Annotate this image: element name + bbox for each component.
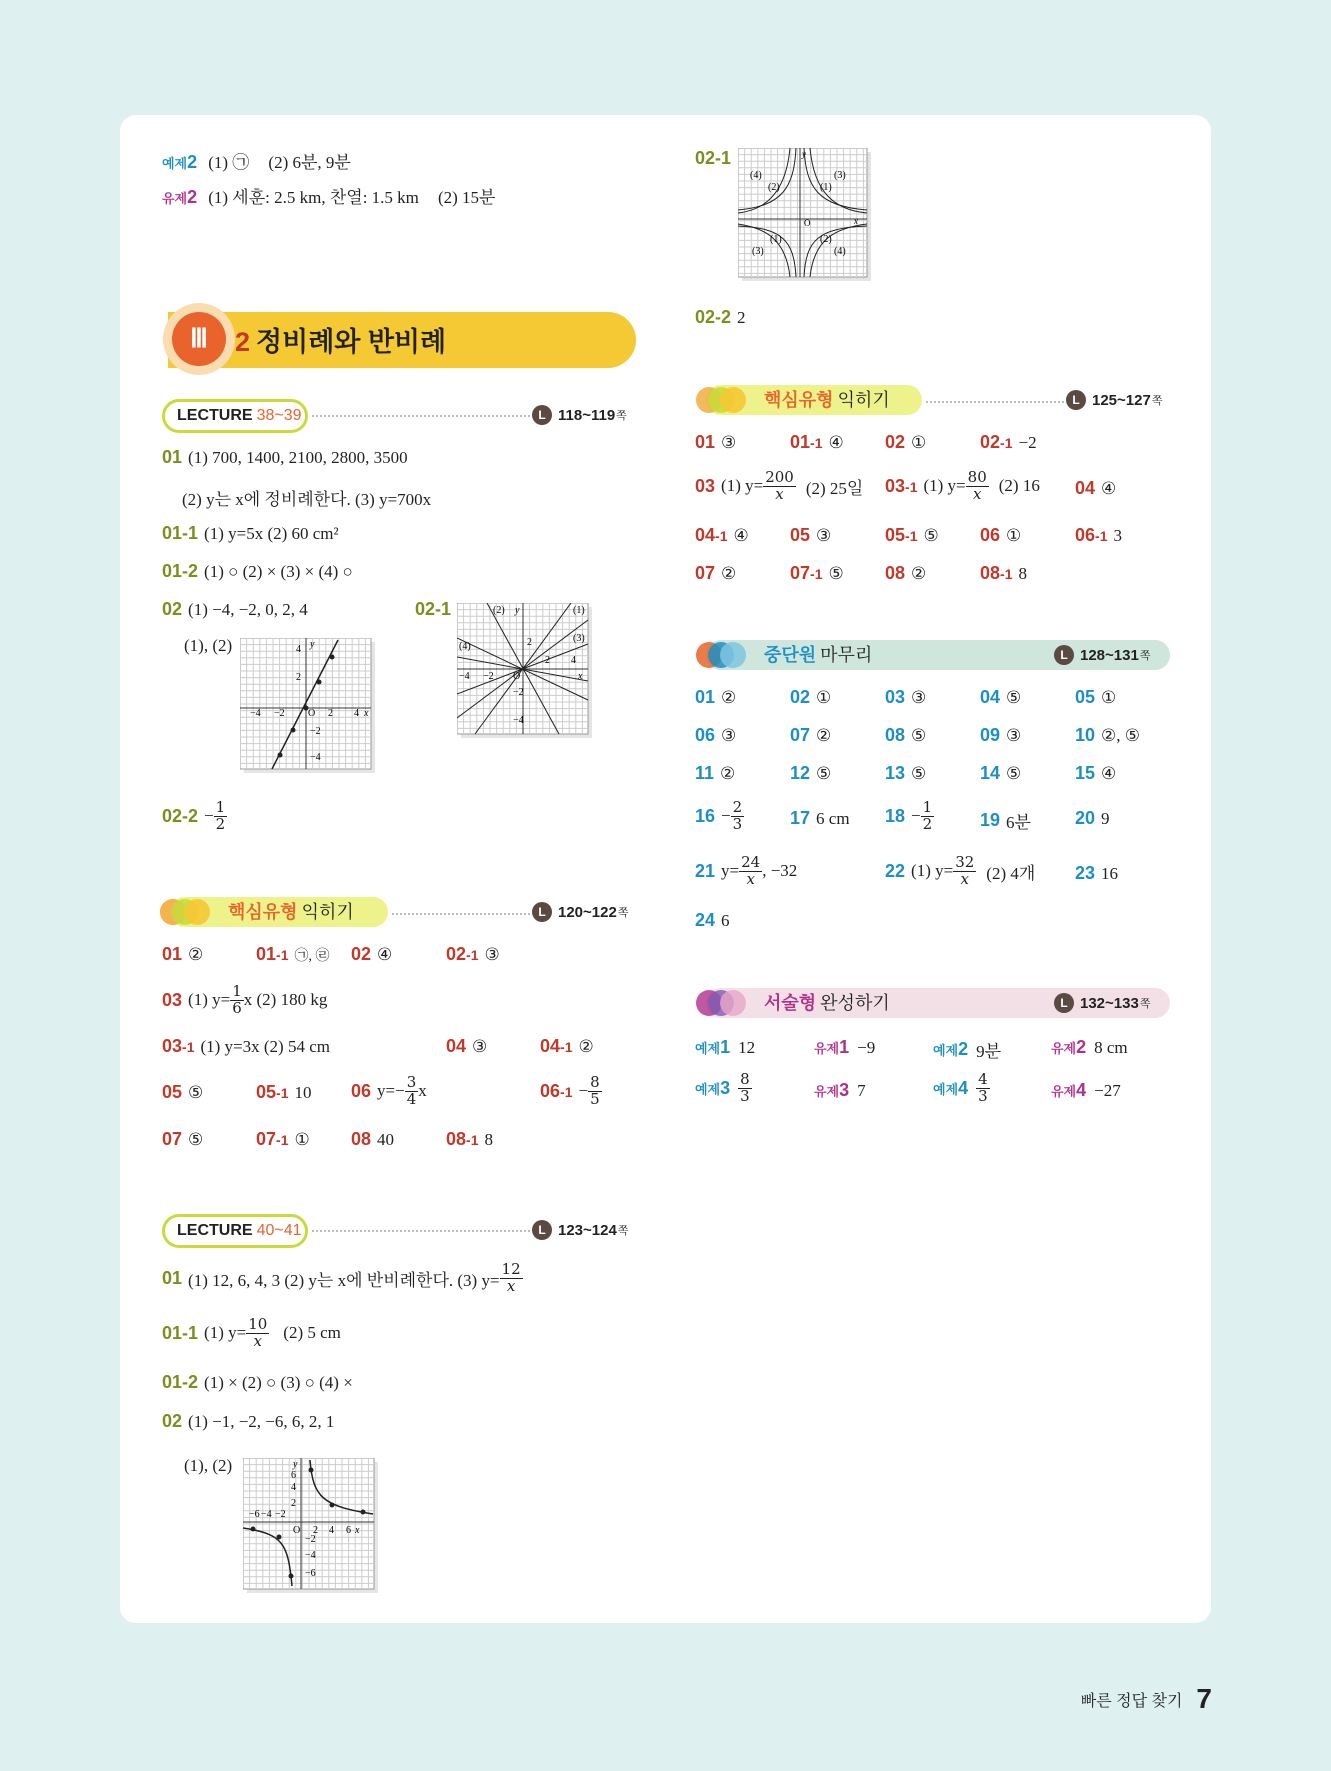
svg-text:−4: −4 (261, 1509, 272, 1520)
svg-text:O: O (308, 708, 316, 719)
svg-text:−2: −2 (513, 687, 524, 698)
svg-text:−4: −4 (250, 708, 261, 719)
svg-text:6: 6 (291, 1470, 296, 1481)
svg-text:(2): (2) (820, 234, 832, 245)
core-section-1-header: 핵심유형 익히기 (170, 897, 388, 927)
svg-text:2: 2 (291, 1498, 296, 1509)
svg-text:−2: −2 (274, 708, 285, 719)
svg-text:O: O (293, 1525, 301, 1536)
chapter-roman: Ⅲ (172, 312, 226, 366)
svg-text:x: x (364, 708, 369, 719)
svg-text:x: x (854, 216, 858, 226)
l1-q02: 02 (1) −4, −2, 0, 2, 4 (162, 599, 308, 619)
divider (926, 401, 1064, 403)
svg-text:−2: −2 (483, 671, 494, 682)
essay-section-header: 서술형 완성하기 (706, 988, 1170, 1018)
lecture-icon: L (532, 1220, 552, 1240)
page-number: 7 (1196, 1683, 1212, 1714)
m-q24: 24 6 (695, 910, 730, 930)
l2-q02-sub: (1), (2) (184, 1456, 233, 1475)
l2-q01: 01 (1) 12, 6, 4, 3 (2) y는 x에 반비례한다. (3) y= $\frac{12}{x}$ (162, 1260, 521, 1295)
core-section-2-header: 핵심유형 익히기 (706, 385, 922, 415)
m-row5: 21 y= $\frac{24}{x}$ , −32 22 (1) y= $\frac{32}{x}$ (2) 4개 23 16 (695, 853, 1119, 888)
svg-text:(3): (3) (834, 170, 846, 181)
svg-text:2: 2 (527, 637, 532, 648)
r-q02-2: 02-2 2 (695, 307, 746, 327)
svg-text:y: y (515, 605, 520, 616)
lecture-icon: L (532, 902, 552, 922)
svg-text:4: 4 (571, 655, 576, 666)
svg-text:(4): (4) (459, 641, 471, 652)
svg-text:−4: −4 (459, 671, 470, 682)
svg-text:(3): (3) (573, 633, 585, 644)
svg-text:6: 6 (346, 1525, 351, 1536)
l1-q01: 01 (1) 700, 1400, 2100, 2800, 3500 (162, 447, 408, 467)
svg-text:2: 2 (313, 1525, 318, 1536)
page-ref-118-119: L 118~119 쪽 (532, 405, 627, 425)
svg-text:y: y (293, 1459, 298, 1470)
svg-text:4: 4 (296, 644, 301, 655)
svg-text:−4: −4 (305, 1550, 316, 1561)
svg-text:(2): (2) (493, 605, 505, 616)
svg-text:−2: −2 (310, 726, 321, 737)
svg-text:4: 4 (354, 708, 359, 719)
svg-text:−2: −2 (275, 1509, 286, 1520)
svg-text:(1): (1) (770, 234, 782, 245)
svg-text:x: x (578, 671, 583, 682)
svg-text:−2: −2 (305, 1534, 316, 1545)
exercise-2-answer: 유제2 (1) 세훈: 2.5 km, 찬열: 1.5 km (2) 15분 (162, 187, 496, 207)
svg-text:y: y (310, 639, 315, 650)
svg-text:y: y (802, 149, 806, 159)
c1-row4: 05 ⑤ 05-1 10 06 y=− $\frac{3}{4}$ x 06-1 − $\frac{8}{5}$ (162, 1073, 600, 1108)
l1-q01-line2: (2) y는 x에 정비례한다. (3) y=700x (182, 490, 432, 509)
essay-icon (696, 988, 748, 1018)
l1-q01-2: 01-2 (1) ○ (2) × (3) × (4) ○ (162, 561, 353, 581)
svg-text:(4): (4) (750, 170, 762, 181)
core-icon (696, 385, 748, 415)
hyperbola-graph-02-1 (738, 148, 871, 281)
page-ref-125-127: L 125~127 쪽 (1066, 390, 1162, 410)
divider (312, 415, 530, 417)
page-ref-128-131: L 128~131 쪽 (1054, 645, 1150, 665)
c2-row2: 03 (1) y= $\frac{200}{x}$ (2) 25일 03-1 (1) y= $\frac{80}{x}$ (2) 16 04 ④ (695, 468, 1117, 503)
svg-text:4: 4 (329, 1525, 334, 1536)
lecture-icon: L (1054, 645, 1074, 665)
lecture-38-39-pill: LECTURE 38~39 (162, 399, 308, 433)
l1-q01-1: 01-1 (1) y=5x (2) 60 cm² (162, 523, 339, 543)
fraction: $\frac{1}{2}$ (215, 798, 226, 833)
svg-text:2: 2 (296, 672, 301, 683)
svg-text:2: 2 (328, 708, 333, 719)
divider (312, 1230, 530, 1232)
l1-q02-2: 02-2 − $\frac{1}{2}$ (162, 798, 226, 833)
svg-text:(1): (1) (820, 182, 832, 193)
chapter-title: 2 정비례와 반비례 (235, 327, 447, 357)
inverse-proportion-graph (243, 1458, 378, 1593)
svg-text:O: O (804, 218, 811, 228)
l2-q01-1: 01-1 (1) y= $\frac{10}{x}$ (2) 5 cm (162, 1315, 341, 1350)
page-ref-132-133: L 132~133 쪽 (1054, 993, 1150, 1013)
svg-text:(2): (2) (768, 182, 780, 193)
m-row4: 16 − $\frac{2}{3}$ 17 6 cm 18 − $\frac{1}{2}$ 19 6분 20 9 (695, 798, 1110, 833)
page-ref-123-124: L 123~124 쪽 (532, 1220, 628, 1240)
l2-q01-2: 01-2 (1) × (2) ○ (3) ○ (4) × (162, 1372, 353, 1392)
example-2-answer: 예제2 (1) ㉠ (2) 6분, 9분 (162, 152, 351, 172)
page-ref-120-122: L 120~122 쪽 (532, 902, 628, 922)
midunit-icon (696, 640, 748, 670)
r-q02-1: 02-1 (695, 148, 732, 168)
svg-text:−6: −6 (249, 1509, 260, 1520)
c1-q03: 03 (1) y= $\frac{1}{6}$ x (2) 180 kg (162, 982, 328, 1017)
svg-text:−6: −6 (305, 1568, 316, 1579)
divider (392, 913, 530, 915)
page-footer (1081, 1683, 1212, 1715)
svg-text:x: x (355, 1525, 360, 1536)
lecture-icon: L (1066, 390, 1086, 410)
lecture-40-41-pill: LECTURE 40~41 (162, 1214, 308, 1248)
lines-graph-02-1 (457, 603, 592, 738)
svg-text:−4: −4 (310, 752, 321, 763)
svg-text:O: O (513, 671, 521, 682)
l1-q02-1: 02-1 (415, 599, 452, 619)
essay-row2: 예제3 $\frac{8}{3}$ 유제3 7 예제4 $\frac{4}{3}$ 유제4 −27 (695, 1070, 1121, 1105)
svg-text:(3): (3) (752, 246, 764, 257)
svg-text:2: 2 (545, 655, 550, 666)
svg-text:4: 4 (291, 1482, 296, 1493)
direct-proportion-graph (240, 638, 375, 773)
l2-q02: 02 (1) −1, −2, −6, 6, 2, 1 (162, 1411, 335, 1431)
footer-text: 빠른 정답 찾기 (1080, 1692, 1183, 1710)
lecture-icon: L (1054, 993, 1074, 1013)
svg-text:−4: −4 (513, 715, 524, 726)
l1-q02-sub: (1), (2) (184, 636, 233, 655)
midunit-section-header: 중단원 마무리 (706, 640, 1170, 670)
svg-text:(4): (4) (834, 246, 846, 257)
core-icon-front (160, 897, 212, 927)
lecture-icon: L (532, 405, 552, 425)
svg-text:(1): (1) (573, 605, 585, 616)
